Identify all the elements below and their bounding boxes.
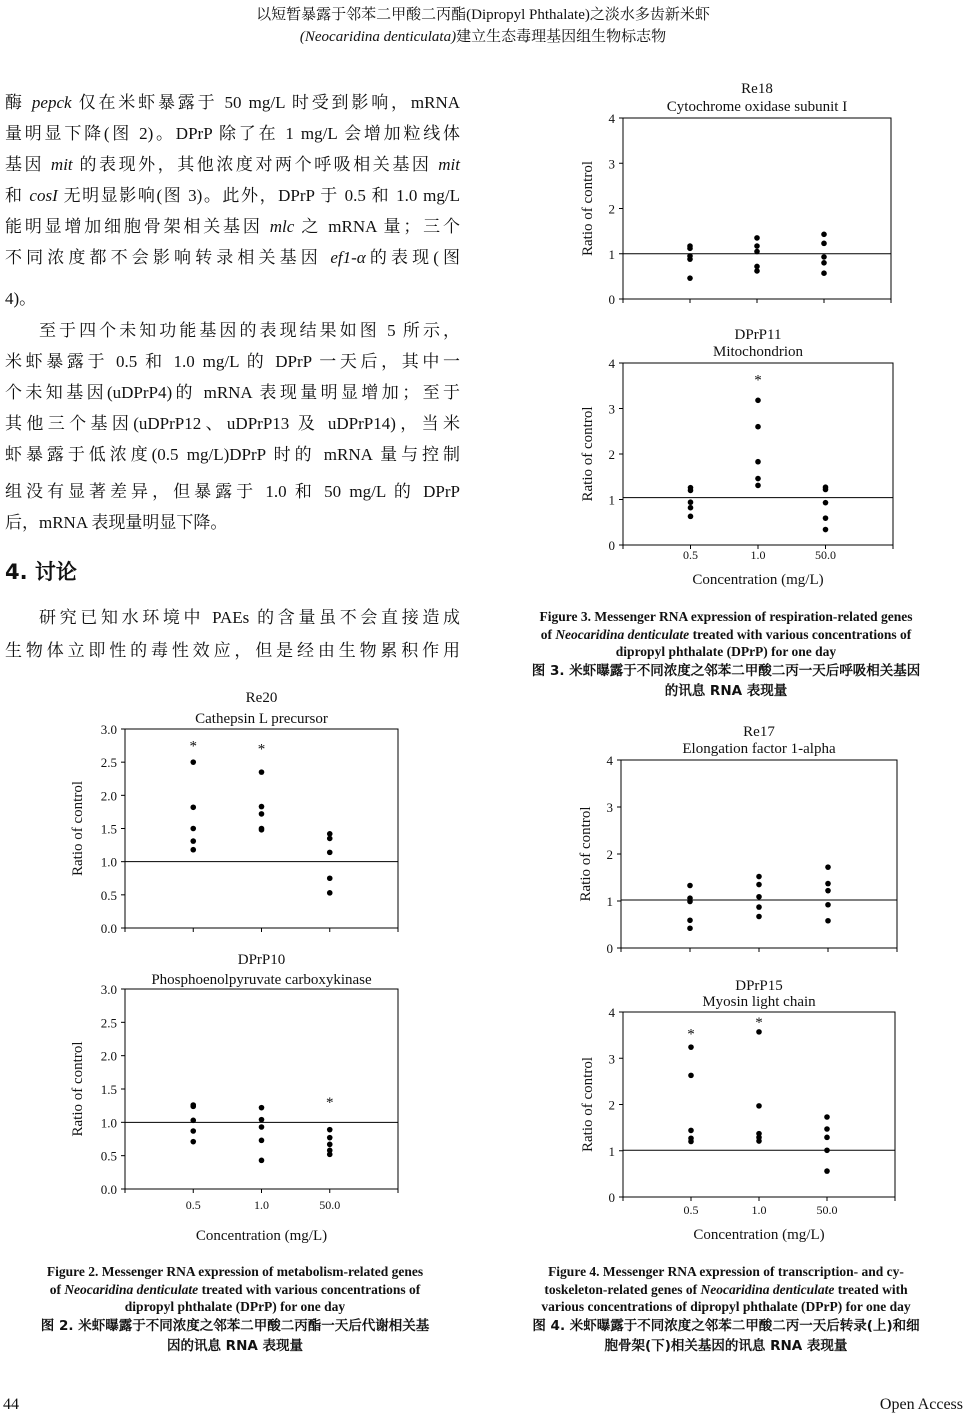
- chart-panel: [70, 690, 398, 936]
- data-point: [190, 838, 196, 844]
- caption-text: toskeleton-related genes of: [544, 1281, 701, 1297]
- x-tick-label: 50.0: [816, 1203, 838, 1217]
- y-tick-label: 1.0: [100, 854, 117, 870]
- y-tick-label: 0: [606, 941, 613, 956]
- chart-title: Cathepsin L precursor: [195, 711, 328, 727]
- chart-title: Re20: [245, 690, 278, 706]
- data-point: [687, 917, 693, 923]
- y-tick-label: 0: [608, 538, 615, 553]
- data-point: [259, 1117, 265, 1123]
- data-point: [190, 826, 196, 832]
- body-text-segment: 之 mRNA 量；三个: [294, 217, 460, 236]
- publisher-label: Open Access: [879, 1396, 963, 1413]
- y-tick-label: 2: [608, 447, 615, 462]
- significance-marker: *: [754, 372, 762, 389]
- body-text-segment: 至于四个未知功能基因的表现结果如图 5 所示，: [39, 321, 460, 340]
- y-tick-label: 4: [608, 356, 615, 371]
- body-text-segment: 仅在米虾暴露于 50 mg/L 时受到影响，mRNA: [71, 93, 460, 112]
- x-tick-label: 0.5: [683, 1203, 699, 1217]
- body-text-segment: 能明显增加细胞骨架相关基因: [5, 217, 270, 236]
- caption-en-line: [486, 626, 966, 644]
- figure-3-caption: [486, 608, 966, 701]
- data-point: [688, 1044, 694, 1050]
- plot-frame: [621, 760, 897, 948]
- chart-panel: [580, 81, 891, 307]
- data-point: [688, 1128, 694, 1134]
- data-point: [755, 476, 761, 482]
- chart-title: Myosin light chain: [702, 994, 816, 1010]
- data-point: [754, 243, 760, 249]
- significance-marker: *: [326, 1095, 334, 1111]
- caption-zh-line: 胞骨架(下)相关基因的讯息 RNA 表现量: [604, 1337, 848, 1354]
- caption-en-line: various concentrations of dipropyl phthalate (DPrP) for one day: [541, 1299, 911, 1314]
- data-point: [327, 1127, 333, 1133]
- data-point: [259, 1138, 265, 1144]
- caption-zh-line: 的讯息 RNA 表现量: [664, 682, 788, 699]
- caption-en-line: dipropyl phthalate (DPrP) for one day: [615, 644, 837, 659]
- caption-species: Neocaridina denticulate: [700, 1281, 835, 1297]
- data-point: [687, 246, 693, 252]
- data-point: [259, 804, 265, 810]
- figure-2-caption: [0, 1263, 470, 1356]
- y-tick-label: 3.0: [100, 722, 117, 737]
- caption-text: of: [49, 1281, 65, 1297]
- x-tick-label: 50.0: [815, 548, 836, 562]
- y-axis-label: Ratio of control: [580, 406, 596, 502]
- section-heading: 4. 讨论: [5, 560, 77, 584]
- body-text-segment: 的表现外，其他浓度对两个呼吸相关基因: [72, 155, 439, 174]
- significance-marker: *: [755, 1014, 763, 1031]
- y-tick-label: 2.0: [100, 1048, 117, 1064]
- data-point: [688, 505, 694, 511]
- data-point: [754, 268, 760, 274]
- data-point: [190, 847, 196, 853]
- data-point: [190, 1139, 196, 1145]
- data-point: [756, 874, 762, 880]
- y-tick-label: 2: [606, 847, 613, 862]
- chart-title: DPrP15: [735, 978, 783, 994]
- chart-title: Phosphoenolpyruvate carboxykinase: [151, 972, 372, 988]
- y-axis-label: Ratio of control: [580, 1057, 596, 1152]
- caption-text: treated with various concentrations of: [689, 626, 912, 642]
- data-point: [755, 398, 761, 404]
- x-axis-label: Concentration (mg/L): [195, 1228, 328, 1244]
- running-header-subtitle-rest: 建立生态毒理基因组生物标志物: [456, 29, 667, 45]
- significance-marker: *: [687, 1026, 695, 1043]
- data-point: [327, 1135, 333, 1141]
- data-point: [259, 769, 265, 775]
- x-tick-label: 1.0: [254, 1198, 269, 1212]
- chart-title: Mitochondrion: [713, 344, 803, 360]
- data-point: [327, 1142, 333, 1148]
- y-tick-label: 1.5: [100, 1082, 117, 1097]
- data-point: [327, 875, 333, 881]
- chart-panel: [578, 724, 897, 956]
- body-text-segment: 生物体立即性的毒性效应，但是经由生物累积作用: [5, 641, 460, 660]
- caption-species: Neocaridina denticulate: [64, 1281, 199, 1297]
- plot-frame: [623, 363, 893, 545]
- chart-title: DPrP11: [734, 327, 782, 343]
- data-point: [821, 260, 827, 266]
- y-tick-label: 3: [608, 156, 615, 172]
- data-point: [259, 1124, 265, 1130]
- gene-name: mlc: [269, 217, 295, 236]
- gene-name: mit: [438, 155, 461, 174]
- data-point: [824, 1168, 830, 1174]
- data-point: [754, 235, 760, 241]
- body-text-segment: 基因: [5, 155, 51, 174]
- figure-4-caption: [486, 1263, 966, 1356]
- y-tick-label: 4: [606, 753, 613, 768]
- x-tick-label: 1.0: [750, 548, 766, 562]
- caption-species: Neocaridina denticulate: [555, 626, 690, 642]
- caption-text: treated with: [834, 1281, 908, 1297]
- y-tick-label: 0.0: [100, 921, 117, 936]
- data-point: [190, 1128, 196, 1134]
- y-tick-label: 1: [608, 1143, 615, 1159]
- chart-panel: [580, 978, 895, 1243]
- y-tick-label: 3.0: [100, 982, 117, 997]
- body-text-segment: 研究已知水环境中 PAEs 的含量虽不会直接造成: [39, 608, 460, 627]
- chart-panel: [70, 952, 398, 1244]
- caption-en-line: Figure 4. Messenger RNA expression of transcription- and cy-: [548, 1264, 904, 1279]
- y-axis-label: Ratio of control: [580, 161, 596, 256]
- data-point: [687, 883, 693, 889]
- x-tick-label: 50.0: [319, 1198, 341, 1212]
- y-tick-label: 1: [608, 492, 615, 508]
- data-point: [687, 925, 693, 931]
- y-tick-label: 2.0: [100, 788, 117, 804]
- data-point: [327, 890, 333, 896]
- data-point: [824, 1135, 830, 1141]
- data-point: [755, 424, 761, 430]
- y-tick-label: 4: [608, 111, 615, 126]
- running-header-title: 以短暂暴露于邻苯二甲酸二丙酯(Dipropyl Phthalate)之淡水多齿新米虾: [256, 7, 710, 23]
- y-tick-label: 1: [608, 246, 615, 262]
- data-point: [825, 881, 831, 887]
- data-point: [823, 515, 829, 521]
- caption-text: of: [540, 626, 556, 642]
- data-point: [824, 1147, 830, 1153]
- y-tick-label: 0.0: [100, 1182, 117, 1197]
- data-point: [687, 275, 693, 281]
- body-text-segment: 和: [5, 186, 30, 205]
- body-text-segment: 的表现(图: [365, 248, 460, 267]
- body-text-segment: 酶: [5, 93, 32, 112]
- body-text-segment: 不同浓度都不会影响转录相关基因: [5, 248, 331, 267]
- data-point: [756, 914, 762, 920]
- y-axis-label: Ratio of control: [70, 1041, 86, 1137]
- data-point: [823, 487, 829, 493]
- body-text-segment: 个未知基因(uDPrP4)的 mRNA 表现量明显增加；至于: [5, 383, 460, 402]
- x-tick-label: 0.5: [185, 1198, 201, 1212]
- data-point: [821, 270, 827, 276]
- caption-en-line: Figure 3. Messenger RNA expression of respiration-related genes: [539, 609, 913, 624]
- body-text-segment: 后，mRNA 表现量明显下降。: [5, 513, 228, 532]
- y-tick-label: 1.5: [100, 821, 117, 837]
- data-point: [688, 499, 694, 505]
- x-tick-label: 0.5: [683, 548, 698, 562]
- data-point: [821, 254, 827, 260]
- y-tick-label: 2.5: [100, 1015, 117, 1031]
- gene-name: cosI: [29, 186, 58, 205]
- chart-title: DPrP10: [237, 952, 286, 968]
- y-axis-label: Ratio of control: [70, 781, 86, 876]
- caption-en-line: Figure 2. Messenger RNA expression of metabolism-related genes: [46, 1264, 424, 1279]
- caption-zh-line: 图 2. 米虾曝露于不同浓度之邻苯二甲酸二丙酯一天后代谢相关基: [40, 1317, 430, 1334]
- y-tick-label: 3: [608, 401, 615, 417]
- y-tick-label: 0: [608, 1190, 615, 1205]
- caption-en-line: dipropyl phthalate (DPrP) for one day: [124, 1299, 346, 1314]
- y-tick-label: 2: [608, 1097, 615, 1113]
- data-point: [327, 1152, 333, 1158]
- data-point: [756, 904, 762, 910]
- data-point: [190, 1104, 196, 1110]
- y-tick-label: 0: [608, 292, 615, 307]
- species-name: (Neocaridina denticulata): [299, 29, 457, 45]
- data-point: [688, 1073, 694, 1079]
- x-tick-label: 1.0: [751, 1203, 767, 1217]
- y-tick-label: 1.0: [100, 1115, 117, 1131]
- chart-panel: [580, 327, 893, 588]
- data-point: [755, 459, 761, 465]
- caption-en-line: [486, 1281, 966, 1299]
- data-point: [687, 899, 693, 905]
- data-point: [823, 500, 829, 506]
- page-number: 44: [3, 1396, 19, 1413]
- y-tick-label: 1: [606, 894, 613, 909]
- data-point: [756, 882, 762, 888]
- data-point: [687, 256, 693, 262]
- data-point: [259, 1105, 265, 1111]
- data-point: [755, 483, 761, 489]
- data-point: [756, 1103, 762, 1109]
- data-point: [756, 1138, 762, 1144]
- y-tick-label: 0.5: [100, 887, 117, 903]
- caption-zh-line: 图 4. 米虾曝露于不同浓度之邻苯二甲酸二丙一天后转录(上)和细: [532, 1317, 920, 1334]
- gene-name: mit: [50, 155, 73, 174]
- data-point: [327, 836, 333, 842]
- body-text-segment: 无明显影响(图 3)。此外，DPrP 于 0.5 和 1.0 mg/L: [57, 186, 460, 205]
- caption-text: treated with various concentrations of: [198, 1281, 421, 1297]
- data-point: [190, 1118, 196, 1124]
- body-text-segment: 米虾暴露于 0.5 和 1.0 mg/L 的 DPrP 一天后，其中一: [5, 352, 460, 371]
- data-point: [824, 1114, 830, 1120]
- y-tick-label: 0.5: [100, 1148, 117, 1164]
- data-point: [259, 827, 265, 833]
- caption-en-line: [0, 1281, 470, 1299]
- body-text-segment: 4)。: [5, 289, 37, 308]
- data-point: [825, 902, 831, 908]
- body-text-segment: 组没有显著差异，但暴露于 1.0 和 50 mg/L 的 DPrP: [5, 482, 460, 501]
- x-axis-label: Concentration (mg/L): [693, 1227, 825, 1243]
- data-point: [190, 759, 196, 765]
- data-point: [825, 888, 831, 894]
- data-point: [756, 894, 762, 900]
- y-tick-label: 2.5: [100, 755, 117, 771]
- data-point: [821, 231, 827, 237]
- y-tick-label: 3: [606, 800, 613, 815]
- data-point: [821, 241, 827, 247]
- data-point: [688, 488, 694, 494]
- y-axis-label: Ratio of control: [578, 806, 594, 902]
- caption-zh-line: 因的讯息 RNA 表现量: [166, 1337, 304, 1354]
- chart-title: Re18: [741, 81, 773, 97]
- data-point: [190, 804, 196, 810]
- significance-marker: *: [189, 738, 197, 755]
- gene-name: ef1-α: [330, 248, 366, 267]
- significance-marker: *: [257, 741, 266, 758]
- gene-name: pepck: [31, 93, 72, 112]
- data-point: [688, 1139, 694, 1145]
- data-point: [754, 249, 760, 255]
- caption-zh-line: 图 3. 米虾曝露于不同浓度之邻苯二甲酸二丙一天后呼吸相关基因: [531, 662, 921, 679]
- data-point: [823, 527, 829, 533]
- body-text-segment: 其他三个基因(uDPrP12、uDPrP13 及 uDPrP14)，当米: [5, 414, 460, 433]
- data-point: [259, 811, 265, 817]
- data-point: [824, 1126, 830, 1132]
- data-point: [825, 864, 831, 870]
- chart-title: Elongation factor 1-alpha: [682, 741, 836, 757]
- y-tick-label: 3: [608, 1051, 615, 1067]
- body-text-segment: 量明显下降(图 2)。DPrP 除了在 1 mg/L 会增加粒线体: [5, 124, 460, 143]
- data-point: [825, 918, 831, 924]
- data-point: [259, 1158, 265, 1164]
- chart-title: Cytochrome oxidase subunit I: [666, 99, 848, 115]
- body-text-segment: 虾暴露于低浓度(0.5 mg/L)DPrP 时的 mRNA 量与控制: [5, 445, 460, 464]
- x-axis-label: Concentration (mg/L): [692, 572, 824, 588]
- chart-title: Re17: [743, 724, 775, 740]
- y-tick-label: 4: [608, 1005, 615, 1020]
- data-point: [327, 850, 333, 856]
- data-point: [688, 514, 694, 520]
- y-tick-label: 2: [608, 201, 615, 217]
